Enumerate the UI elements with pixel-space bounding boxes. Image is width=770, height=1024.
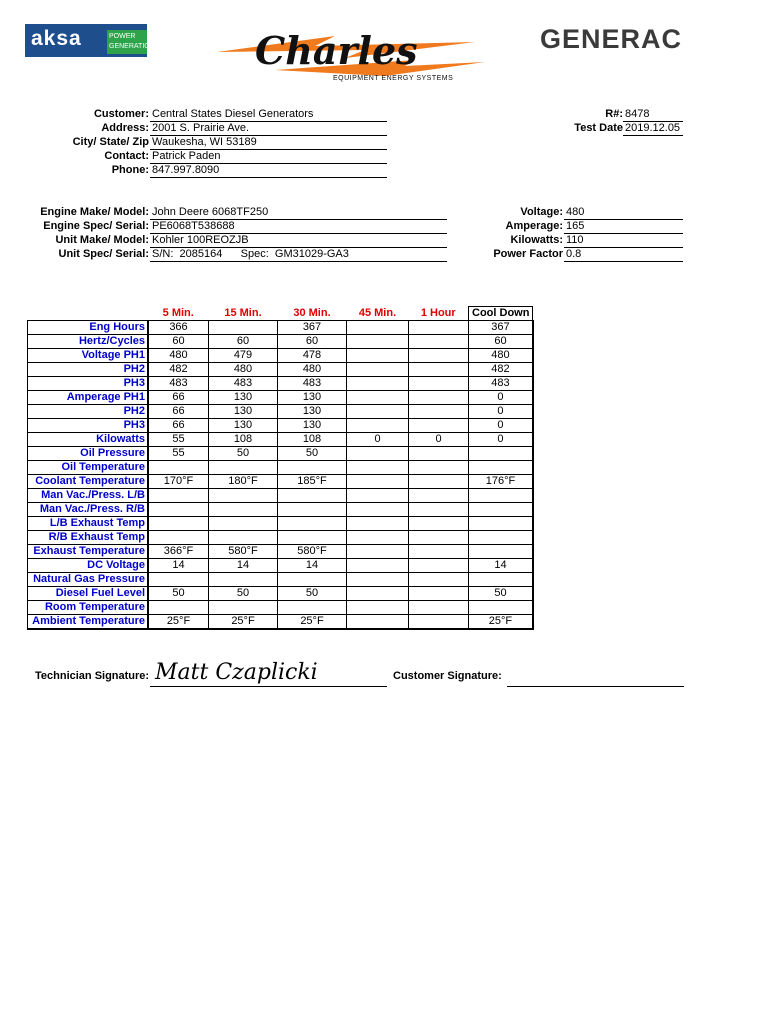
table-cell: 0: [347, 433, 409, 447]
table-cell: [409, 363, 469, 377]
table-cell: 108: [209, 433, 278, 447]
table-cell: [409, 489, 469, 503]
table-cell: 0: [469, 433, 533, 447]
customer-label: Customer:: [93, 108, 149, 120]
row-label: PH2: [28, 363, 149, 377]
phone-label: Phone:: [111, 164, 149, 176]
engine-make-label: Engine Make/ Model:: [40, 206, 149, 218]
customer-signature-label: Customer Signature:: [393, 670, 502, 682]
row-label: Kilowatts: [28, 433, 149, 447]
test-date-value: 2019.12.05: [623, 122, 683, 136]
row-label: Coolant Temperature: [28, 475, 149, 489]
report-number-value: 8478: [623, 108, 683, 122]
table-cell: [148, 503, 209, 517]
table-cell: 14: [209, 559, 278, 573]
header-45-min: 45 Min.: [347, 307, 409, 321]
aksa-logo-word: aksa: [31, 27, 82, 50]
table-cell: 55: [148, 447, 209, 461]
table-cell: 55: [148, 433, 209, 447]
table-cell: 367: [278, 321, 347, 335]
table-cell: 185°F: [278, 475, 347, 489]
table-row: [28, 489, 533, 503]
table-cell: 480: [469, 349, 533, 363]
table-cell: 50: [278, 587, 347, 601]
table-cell: [347, 335, 409, 349]
row-label: Room Temperature: [28, 601, 149, 615]
charles-logo-word: Charles: [255, 28, 418, 73]
address-label: Address:: [101, 122, 149, 134]
table-cell: 50: [469, 587, 533, 601]
table-cell: 478: [278, 349, 347, 363]
table-cell: [278, 489, 347, 503]
table-cell: [347, 573, 409, 587]
table-cell: [148, 601, 209, 615]
table-cell: [209, 601, 278, 615]
table-cell: [148, 573, 209, 587]
row-label: PH3: [28, 419, 149, 433]
table-cell: [469, 531, 533, 545]
table-cell: [469, 517, 533, 531]
table-cell: 25°F: [278, 615, 347, 630]
engine-serial-label: Engine Spec/ Serial:: [43, 220, 149, 232]
header-1-hour: 1 Hour: [409, 307, 469, 321]
table-cell: [469, 447, 533, 461]
header-5-min: 5 Min.: [148, 307, 209, 321]
table-cell: [409, 587, 469, 601]
table-cell: 130: [209, 391, 278, 405]
table-row: [28, 545, 533, 559]
table-cell: [409, 321, 469, 335]
table-cell: [347, 321, 409, 335]
row-label: Exhaust Temperature: [28, 545, 149, 559]
kilowatts-value: 110: [564, 234, 683, 248]
row-label: PH2: [28, 405, 149, 419]
table-cell: [347, 531, 409, 545]
table-cell: 0: [409, 433, 469, 447]
table-cell: 25°F: [469, 615, 533, 630]
row-label: DC Voltage: [28, 559, 149, 573]
row-label: R/B Exhaust Temp: [28, 531, 149, 545]
table-cell: [347, 545, 409, 559]
unit-make-value: Kohler 100REOZJB: [150, 234, 447, 248]
technician-signature-line: [150, 686, 387, 687]
test-readings-table: [27, 306, 534, 630]
table-cell: 0: [469, 419, 533, 433]
table-cell: [409, 475, 469, 489]
engine-serial-value: PE6068T538688: [150, 220, 447, 234]
table-cell: [209, 503, 278, 517]
table-cell: 367: [469, 321, 533, 335]
table-cell: 480: [148, 349, 209, 363]
table-cell: [347, 391, 409, 405]
contact-value: Patrick Paden: [150, 150, 387, 164]
row-label: Oil Temperature: [28, 461, 149, 475]
table-cell: [469, 489, 533, 503]
table-row: [28, 363, 533, 377]
table-row: [28, 447, 533, 461]
phone-value: 847.997.8090: [150, 164, 387, 178]
voltage-label: Voltage:: [520, 206, 563, 218]
table-cell: [278, 503, 347, 517]
table-cell: [409, 447, 469, 461]
unit-serial-value: S/N: 2085164 Spec: GM31029-GA3: [150, 248, 447, 262]
table-cell: 366°F: [148, 545, 209, 559]
table-cell: 483: [278, 377, 347, 391]
table-cell: [347, 601, 409, 615]
table-cell: 25°F: [209, 615, 278, 630]
table-cell: 66: [148, 419, 209, 433]
engine-make-value: John Deere 6068TF250: [150, 206, 447, 220]
table-cell: [409, 503, 469, 517]
table-cell: 366: [148, 321, 209, 335]
address-value: 2001 S. Prairie Ave.: [150, 122, 387, 136]
voltage-value: 480: [564, 206, 683, 220]
table-cell: 130: [278, 405, 347, 419]
table-cell: [409, 335, 469, 349]
table-row: [28, 601, 533, 615]
generac-logo: GENERAC: [540, 24, 683, 54]
row-label: PH3: [28, 377, 149, 391]
amperage-value: 165: [564, 220, 683, 234]
table-cell: [278, 517, 347, 531]
table-cell: [469, 573, 533, 587]
charles-logo-subtitle: EQUIPMENT ENERGY SYSTEMS: [333, 75, 454, 82]
table-cell: [409, 405, 469, 419]
row-label: Man Vac./Press. L/B: [28, 489, 149, 503]
table-cell: 170°F: [148, 475, 209, 489]
row-label: Amperage PH1: [28, 391, 149, 405]
table-cell: [347, 377, 409, 391]
table-row: [28, 475, 533, 489]
table-cell: [278, 531, 347, 545]
table-cell: [347, 503, 409, 517]
table-row: [28, 517, 533, 531]
table-cell: 50: [209, 447, 278, 461]
row-label: Oil Pressure: [28, 447, 149, 461]
table-cell: 66: [148, 405, 209, 419]
table-cell: 14: [469, 559, 533, 573]
table-cell: 483: [148, 377, 209, 391]
table-cell: [469, 503, 533, 517]
table-cell: 483: [209, 377, 278, 391]
row-label: Voltage PH1: [28, 349, 149, 363]
table-row: [28, 615, 533, 630]
header-15-min: 15 Min.: [209, 307, 278, 321]
table-cell: [347, 447, 409, 461]
table-row: [28, 391, 533, 405]
table-cell: 60: [209, 335, 278, 349]
table-cell: 60: [148, 335, 209, 349]
aksa-logo-subtitle: POWER GENERATION: [107, 30, 147, 54]
table-cell: [409, 461, 469, 475]
table-row: [28, 559, 533, 573]
table-cell: [469, 601, 533, 615]
table-cell: [209, 517, 278, 531]
table-row: [28, 377, 533, 391]
table-row: [28, 405, 533, 419]
table-cell: [469, 545, 533, 559]
table-cell: 479: [209, 349, 278, 363]
table-cell: 482: [148, 363, 209, 377]
table-cell: [409, 559, 469, 573]
table-cell: [409, 349, 469, 363]
table-row: [28, 573, 533, 587]
table-cell: [278, 461, 347, 475]
table-cell: 50: [148, 587, 209, 601]
row-label: Hertz/Cycles: [28, 335, 149, 349]
table-header-row: [28, 307, 533, 321]
row-label: Diesel Fuel Level: [28, 587, 149, 601]
table-row: [28, 349, 533, 363]
table-cell: 14: [278, 559, 347, 573]
table-row: [28, 419, 533, 433]
kilowatts-label: Kilowatts:: [510, 234, 563, 246]
table-cell: [409, 531, 469, 545]
table-cell: [409, 615, 469, 630]
customer-value: Central States Diesel Generators: [150, 108, 387, 122]
table-cell: 482: [469, 363, 533, 377]
table-cell: 50: [209, 587, 278, 601]
customer-signature-line: [507, 686, 684, 687]
table-cell: [209, 321, 278, 335]
technician-signature-label: Technician Signature:: [35, 670, 150, 682]
report-number-label: R#:: [605, 108, 623, 120]
power-factor-label: Power Factor: [493, 248, 563, 260]
table-cell: 66: [148, 391, 209, 405]
table-cell: 480: [278, 363, 347, 377]
table-cell: [409, 419, 469, 433]
table-cell: 176°F: [469, 475, 533, 489]
table-row: [28, 587, 533, 601]
table-cell: [209, 489, 278, 503]
table-cell: [347, 475, 409, 489]
test-date-label: Test Date: [574, 122, 623, 134]
unit-serial-label: Unit Spec/ Serial:: [58, 248, 149, 260]
table-row: [28, 503, 533, 517]
table-cell: [347, 405, 409, 419]
table-cell: [278, 573, 347, 587]
table-cell: 580°F: [278, 545, 347, 559]
table-cell: [347, 349, 409, 363]
table-cell: [209, 531, 278, 545]
row-label: Eng Hours: [28, 321, 149, 335]
table-cell: 130: [278, 391, 347, 405]
table-cell: [278, 601, 347, 615]
table-cell: [209, 573, 278, 587]
table-row: [28, 461, 533, 475]
table-cell: [347, 517, 409, 531]
table-cell: 60: [469, 335, 533, 349]
table-cell: [409, 377, 469, 391]
charles-logo: [215, 22, 495, 84]
table-cell: [148, 489, 209, 503]
table-cell: 580°F: [209, 545, 278, 559]
table-cell: 130: [209, 405, 278, 419]
table-cell: 108: [278, 433, 347, 447]
table-corner: [28, 307, 149, 321]
table-cell: [347, 615, 409, 630]
table-cell: [409, 517, 469, 531]
table-cell: 480: [209, 363, 278, 377]
header-cool-down: Cool Down: [469, 307, 533, 321]
row-label: Ambient Temperature: [28, 615, 149, 630]
table-cell: 483: [469, 377, 533, 391]
table-row: [28, 335, 533, 349]
header-30-min: 30 Min.: [278, 307, 347, 321]
table-row: [28, 531, 533, 545]
table-cell: [347, 461, 409, 475]
row-label: Man Vac./Press. R/B: [28, 503, 149, 517]
unit-make-label: Unit Make/ Model:: [55, 234, 149, 246]
table-cell: [409, 601, 469, 615]
table-cell: [469, 461, 533, 475]
city-value: Waukesha, WI 53189: [150, 136, 387, 150]
table-cell: 50: [278, 447, 347, 461]
aksa-logo: [25, 24, 155, 57]
table-cell: [209, 461, 278, 475]
city-label: City/ State/ Zip: [72, 136, 149, 148]
contact-label: Contact:: [104, 150, 149, 162]
amperage-label: Amperage:: [505, 220, 563, 232]
table-cell: [347, 363, 409, 377]
table-cell: 14: [148, 559, 209, 573]
row-label: L/B Exhaust Temp: [28, 517, 149, 531]
table-cell: 180°F: [209, 475, 278, 489]
table-cell: [347, 559, 409, 573]
table-cell: [148, 531, 209, 545]
table-cell: [347, 489, 409, 503]
table-cell: 0: [469, 391, 533, 405]
row-label: Natural Gas Pressure: [28, 573, 149, 587]
table-cell: [347, 587, 409, 601]
table-row: [28, 321, 533, 335]
table-cell: 60: [278, 335, 347, 349]
table-cell: 130: [278, 419, 347, 433]
table-cell: 25°F: [148, 615, 209, 630]
table-cell: [347, 419, 409, 433]
table-cell: [409, 391, 469, 405]
table-cell: [148, 461, 209, 475]
table-cell: 0: [469, 405, 533, 419]
table-cell: [409, 545, 469, 559]
power-factor-value: 0.8: [564, 248, 683, 262]
technician-signature: Matt Czaplicki: [155, 660, 318, 685]
table-cell: [148, 517, 209, 531]
table-cell: 130: [209, 419, 278, 433]
table-row: [28, 433, 533, 447]
table-cell: [409, 573, 469, 587]
